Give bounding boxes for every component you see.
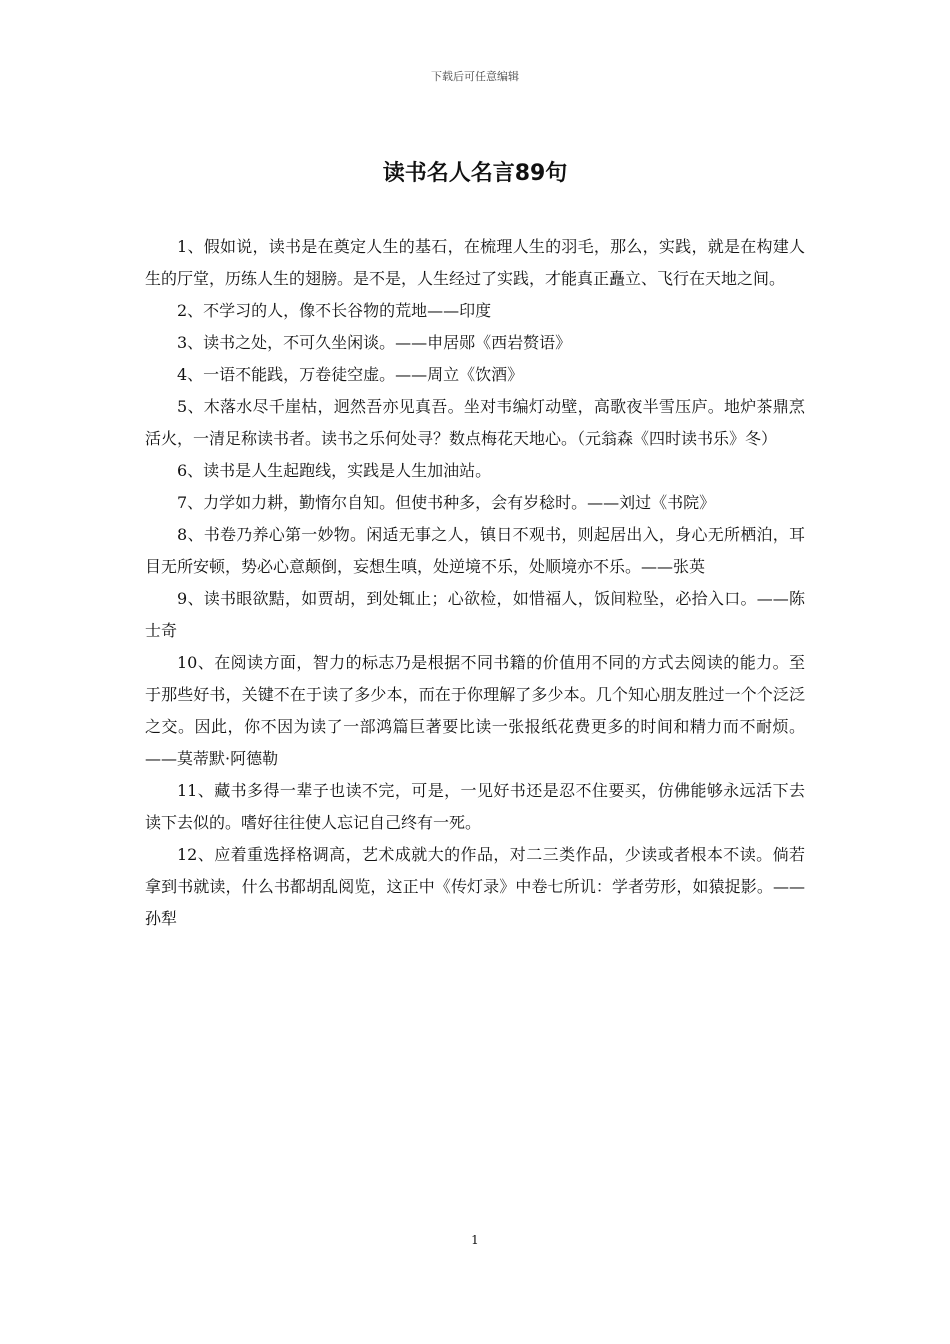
quote-paragraph-12: 12、应着重选择格调高，艺术成就大的作品，对二三类作品，少读或者根本不读。倘若拿到书就读，什么书都胡乱阅览，这正中《传灯录》中卷七所讥：学者劳形，如猿捉影。——孙犁 [145, 845, 805, 928]
quote-paragraph-8: 8、书卷乃养心第一妙物。闲适无事之人，镇日不观书，则起居出入，身心无所栖泊，耳目无所安顿，势必心意颠倒，妄想生嗔，处逆境不乐，处顺境亦不乐。——张英 [145, 525, 805, 576]
page-title: 读书名人名言89句 [382, 161, 568, 186]
quote-paragraph-11: 11、藏书多得一辈子也读不完，可是，一见好书还是忍不住要买，仿佛能够永远活下去读下去似的。嗜好往往使人忘记自己终有一死。 [145, 781, 805, 832]
page-number: 1 [471, 1233, 479, 1247]
quote-paragraph-4: 4、一语不能践，万卷徒空虚。——周立《饮酒》 [177, 365, 524, 384]
quote-paragraph-9: 9、读书眼欲黠，如贾胡，到处辄止；心欲检，如惜福人，饭间粒坠，必拾入口。——陈士奇 [145, 589, 805, 640]
quote-paragraph-5: 5、木落水尽千崖枯，迥然吾亦见真吾。坐对韦编灯动壁，高歌夜半雪压庐。地炉茶鼎烹活火，一清足称读书者。读书之乐何处寻？数点梅花天地心。（元翁森《四时读书乐》冬） [145, 397, 805, 448]
quote-paragraph-2: 2、不学习的人，像不长谷物的荒地——印度 [177, 301, 492, 320]
header-note: 下载后可任意编辑 [431, 70, 519, 83]
quote-paragraph-10: 10、在阅读方面，智力的标志乃是根据不同书籍的价值用不同的方式去阅读的能力。至于那些好书，关键不在于读了多少本，而在于你理解了多少本。几个知心朋友胜过一个个泛泛之交。因此，你不因为读了一部鸿篇巨著要比读一张报纸花费更多的时间和精力而不耐烦。——莫蒂默·阿德勒 [145, 653, 805, 768]
quote-paragraph-1: 1、假如说，读书是在奠定人生的基石，在梳理人生的羽毛，那么，实践，就是在构建人生的厅堂，历练人生的翅膀。是不是，人生经过了实践，才能真正矗立、飞行在天地之间。 [145, 237, 805, 288]
document-body [145, 231, 805, 935]
quote-paragraph-6: 6、读书是人生起跑线，实践是人生加油站。 [177, 461, 492, 480]
quote-paragraph-7: 7、力学如力耕，勤惰尔自知。但使书种多，会有岁稔时。——刘过《书院》 [177, 493, 716, 512]
quote-paragraph-3: 3、读书之处，不可久坐闲谈。——申居郧《西岩赘语》 [177, 333, 572, 352]
